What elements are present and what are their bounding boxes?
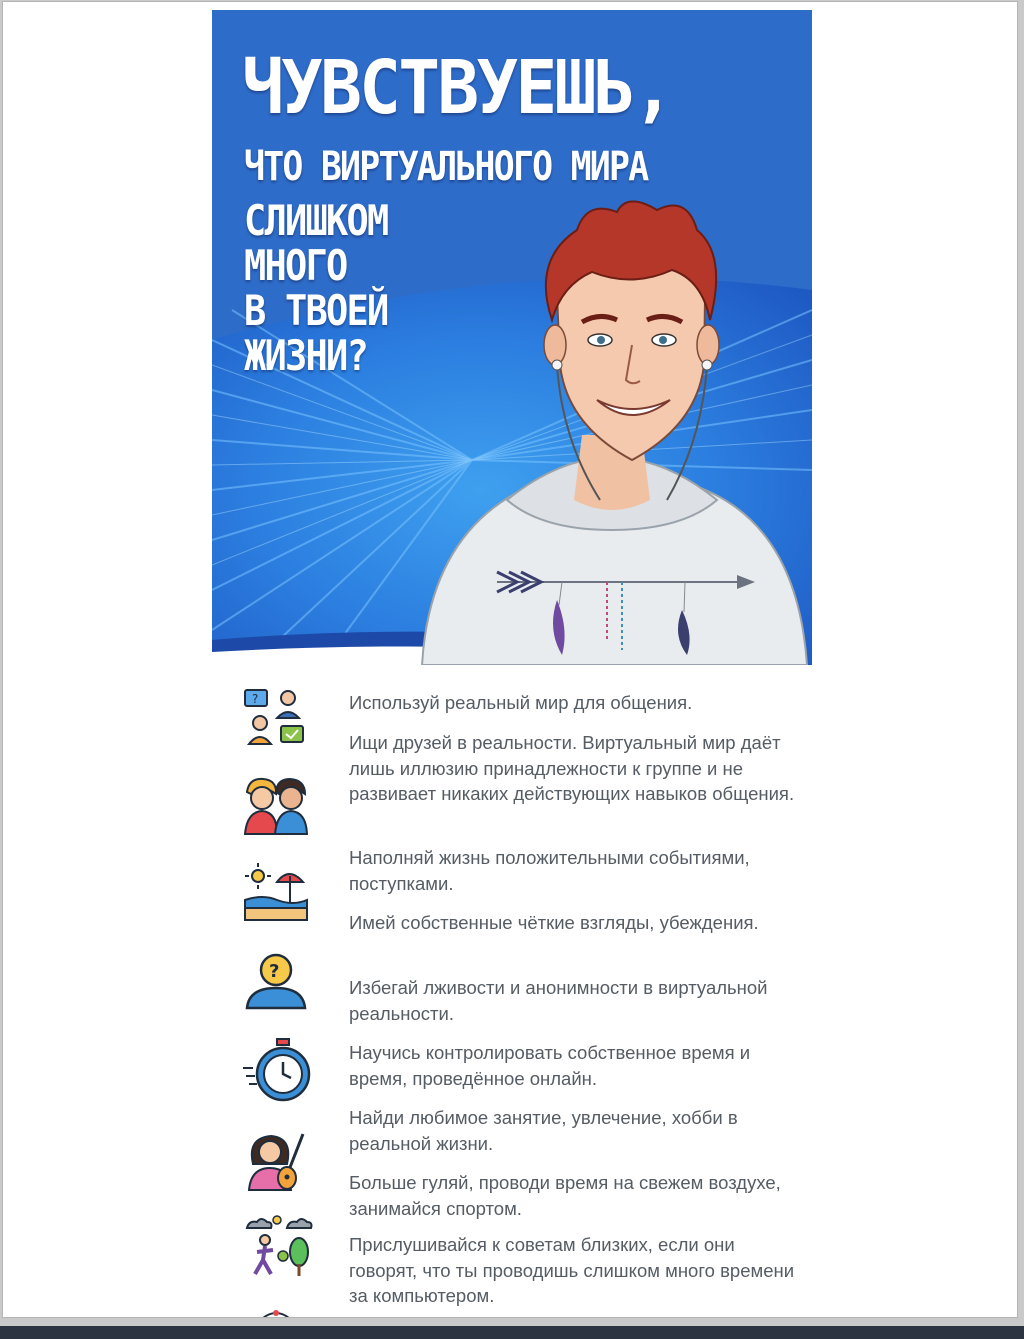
next-icon-partial <box>243 1310 309 1317</box>
tip-item: Избегай лживости и анонимности в виртуальной реальности. <box>349 977 768 1024</box>
headline-word: В ТВОЕЙ <box>244 286 388 335</box>
tip-item: Имей собственные чёткие взгляды, убеждения. <box>349 912 759 933</box>
stopwatch-icon <box>243 1038 315 1104</box>
walking-outdoor-icon <box>243 1214 313 1280</box>
young-man-illustration <box>412 200 812 665</box>
headline-word: МНОГО <box>244 241 347 290</box>
tip-item: Наполняй жизнь положительными событиями, поступками. <box>349 847 750 894</box>
tip-item: Ищи друзей в реальности. Виртуальный мир даёт лишь иллюзию принадлежности к группе и не развивает никаких действующих навыков общения. <box>349 732 795 804</box>
svg-text:?: ? <box>269 961 280 982</box>
chat-people-icon <box>243 688 307 748</box>
poster-banner <box>212 10 812 665</box>
viewer-bottom-bar <box>0 1326 1024 1339</box>
tip-item: Больше гуляй, проводи время на свежем воздухе, занимайся спортом. <box>349 1172 781 1219</box>
tip-item: Научись контролировать собственное время и время, проведённое онлайн. <box>349 1042 751 1089</box>
tip-item: Используй реальный мир для общения. <box>349 692 693 713</box>
headline-line-1: ЧУВСТВУЕШЬ, <box>242 45 672 131</box>
tips-list <box>243 682 803 1317</box>
headline-word: СЛИШКОМ <box>244 196 388 245</box>
friends-icon <box>243 776 309 836</box>
headline-line-2: ЧТО ВИРТУАЛЬНОГО МИРА <box>244 144 648 190</box>
svg-text:?: ? <box>252 692 259 706</box>
document-page <box>3 2 1017 1317</box>
question-head-icon <box>243 950 309 1010</box>
sun-beach-icon <box>243 862 309 924</box>
headline-line-3 <box>244 198 387 378</box>
tip-item: Прислушивайся к советам близких, если они говорят, что ты проводишь слишком много времени за компьютером. <box>349 1234 795 1306</box>
tip-item: Найди любимое занятие, увлечение, хобби в реальной жизни. <box>349 1107 738 1154</box>
guitar-girl-icon <box>243 1130 309 1192</box>
headline-word: ЖИЗНИ? <box>244 331 367 380</box>
